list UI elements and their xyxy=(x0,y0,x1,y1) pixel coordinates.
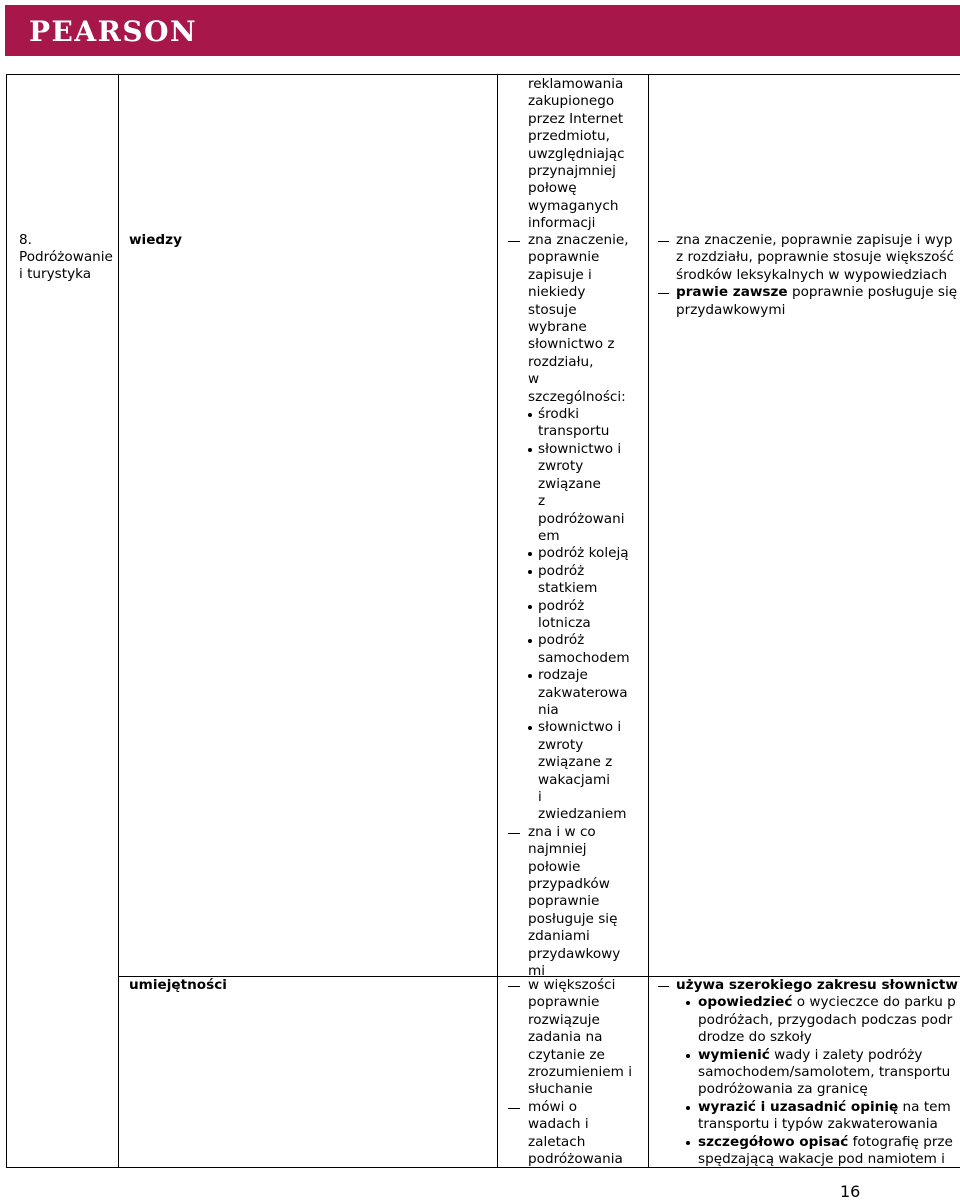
header-banner xyxy=(5,5,960,56)
wiedzy-col3 xyxy=(500,232,645,980)
list-item: słownictwo i zwroty związane z podróżowani em xyxy=(526,441,645,545)
emphasis: szczegółowo opisać xyxy=(698,1133,849,1150)
list-item: słownictwo i zwroty związane z wakacjami i zwiedzaniem xyxy=(526,719,645,823)
list-item: w większości poprawnie rozwiązuje zadania na czytanie ze zrozumieniem i słuchanie xyxy=(500,977,645,1099)
pearson-logo: PEARSON xyxy=(29,15,198,48)
wiedzy-col4 xyxy=(658,232,960,319)
list-item: podróż statkiem xyxy=(526,563,645,598)
emphasis: prawie zawsze xyxy=(676,284,788,301)
umiejetnosci-col3 xyxy=(500,977,645,1168)
umiejetnosci-col4 xyxy=(658,977,960,1168)
table-top-border xyxy=(6,74,960,75)
list-item: środki transportu xyxy=(526,406,645,441)
list-item: zna znaczenie, poprawnie zapisuje i wyp z rozdziału, poprawnie stosuje większość środków leksykalnych w wypowiedziach xyxy=(658,232,960,284)
section-title: Podróżowanie i turystyka xyxy=(19,249,113,283)
emphasis: wymienić xyxy=(698,1046,770,1063)
list-item: podróż samochodem xyxy=(526,632,645,667)
col-border-1 xyxy=(6,74,7,1168)
list-item xyxy=(658,977,960,994)
list-item: prawie zawsze poprawnie posługuje się przydawkowymi xyxy=(658,284,960,319)
col-border-4 xyxy=(648,74,649,1168)
page-number: 16 xyxy=(840,1182,861,1201)
list-item: mówi o wadach i zaletach podróżowania xyxy=(500,1099,645,1169)
list-item: podróż lotnicza xyxy=(526,598,645,633)
col-border-3 xyxy=(497,74,498,1168)
emphasis: opowiedzieć xyxy=(698,994,793,1011)
continued-text: reklamowania zakupionego przez Internet przedmiotu, uwzględniając przynajmniej połowę wymaganych informacji xyxy=(528,76,625,232)
col-border-2 xyxy=(118,74,119,1168)
emphasis: używa szerokiego zakresu słownictw xyxy=(676,977,958,993)
list-item: rodzaje zakwaterowa nia xyxy=(526,667,645,719)
list-item: szczegółowo opisać fotografię prze spędzającą wakacje pod namiotem i xyxy=(684,1134,960,1169)
section-number: 8. xyxy=(19,232,32,248)
category-wiedzy: wiedzy xyxy=(129,232,182,248)
category-umiejetnosci: umiejętności xyxy=(129,977,227,993)
list-item: zna i w co najmniej połowie przypadków poprawnie posługuje się zdaniami przydawkowy mi xyxy=(500,824,645,981)
list-item: zna znaczenie, poprawnie zapisuje i niekiedy stosuje wybrane słownictwo z rozdziału, w szczególności: xyxy=(500,232,645,406)
list-item: wyrazić i uzasadnić opinię na tem transportu i typów zakwaterowania xyxy=(684,1099,960,1134)
list-item: podróż koleją xyxy=(526,545,645,562)
list-item: opowiedzieć o wycieczce do parku p podróżach, przygodach podczas podr drodze do szkoły xyxy=(684,994,960,1046)
list-item: wymienić wady i zalety podróży samochodem/samolotem, transportu podróżowania za granicę xyxy=(684,1047,960,1099)
emphasis: wyrazić i uzasadnić opinię xyxy=(698,1098,899,1115)
